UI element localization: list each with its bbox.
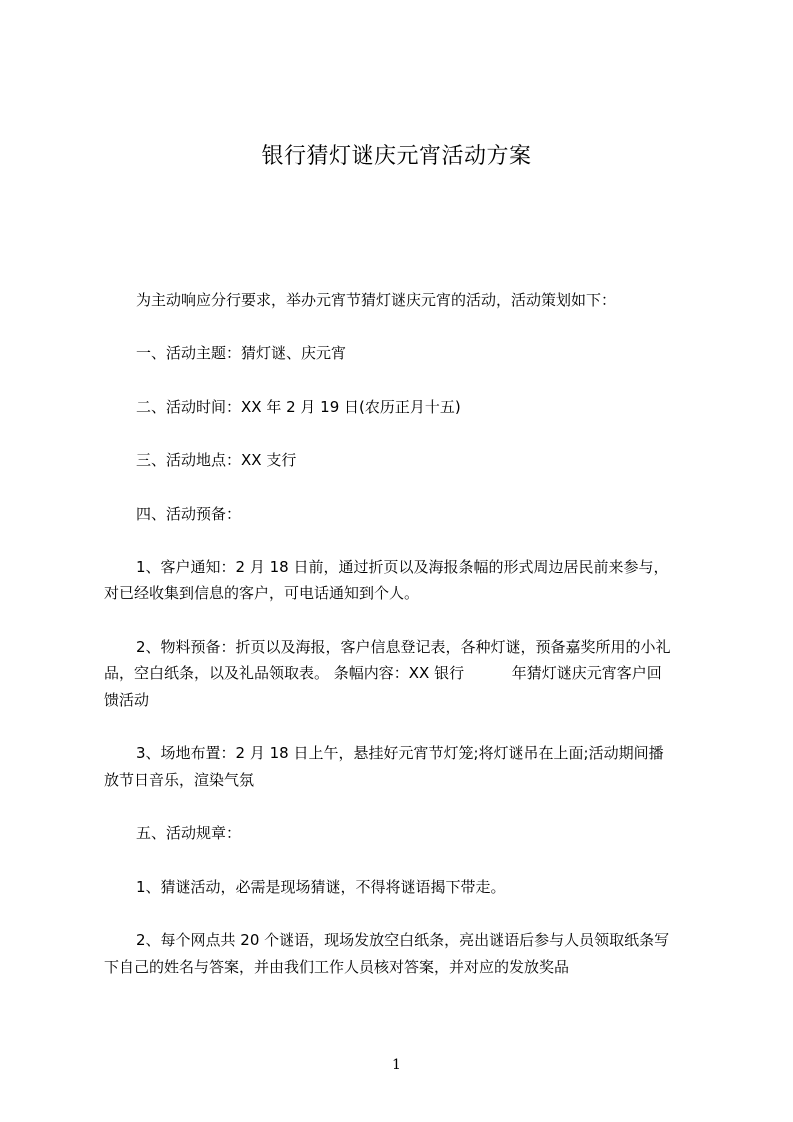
rule-item-2-line-2: 下自己的姓名与答案，并由我们工作人员核对答案，并对应的发放奖品	[104, 958, 570, 976]
prep-item-1-line-2: 对已经收集到信息的客户，可电话通知到个人。	[104, 584, 420, 602]
rule-item-2-line-1: 2、每个网点共 20 个谜语，现场发放空白纸条，亮出谜语后参与人员领取纸条写	[136, 931, 670, 949]
prep-item-3-line-2: 放节日音乐，渲染气氛	[104, 771, 255, 789]
prep-item-2-line-1: 2、物料预备：折页以及海报，客户信息登记表，各种灯谜，预备嘉奖所用的小礼	[136, 638, 671, 656]
section-rules-heading: 五、活动规章：	[136, 824, 242, 842]
page-number: 1	[392, 1057, 401, 1073]
section-time: 二、活动时间：XX 年 2 月 19 日(农历正月十五)	[136, 398, 461, 416]
document-title: 银行猜灯谜庆元宵活动方案	[261, 144, 532, 169]
prep-item-1-line-1: 1、客户通知：2 月 18 日前，通过折页以及海报条幅的形式周边居民前来参与，	[136, 558, 669, 576]
prep-item-3-line-1: 3、场地布置：2 月 18 日上午，悬挂好元宵节灯笼;将灯谜吊在上面;活动期间播	[136, 744, 664, 762]
section-theme: 一、活动主题：猜灯谜、庆元宵	[136, 344, 347, 362]
rule-item-1: 1、猜谜活动，必需是现场猜谜，不得将谜语揭下带走。	[136, 878, 506, 896]
intro-paragraph: 为主动响应分行要求，举办元宵节猜灯谜庆元宵的活动，活动策划如下：	[136, 291, 617, 309]
section-location: 三、活动地点：XX 支行	[136, 451, 297, 469]
prep-item-2-line-2: 品，空白纸条，以及礼品领取表。 条幅内容：XX 银行 年猜灯谜庆元宵客户回	[104, 664, 662, 682]
prep-item-2-line-3: 馈活动	[104, 691, 150, 709]
section-preparation-heading: 四、活动预备：	[136, 505, 242, 523]
